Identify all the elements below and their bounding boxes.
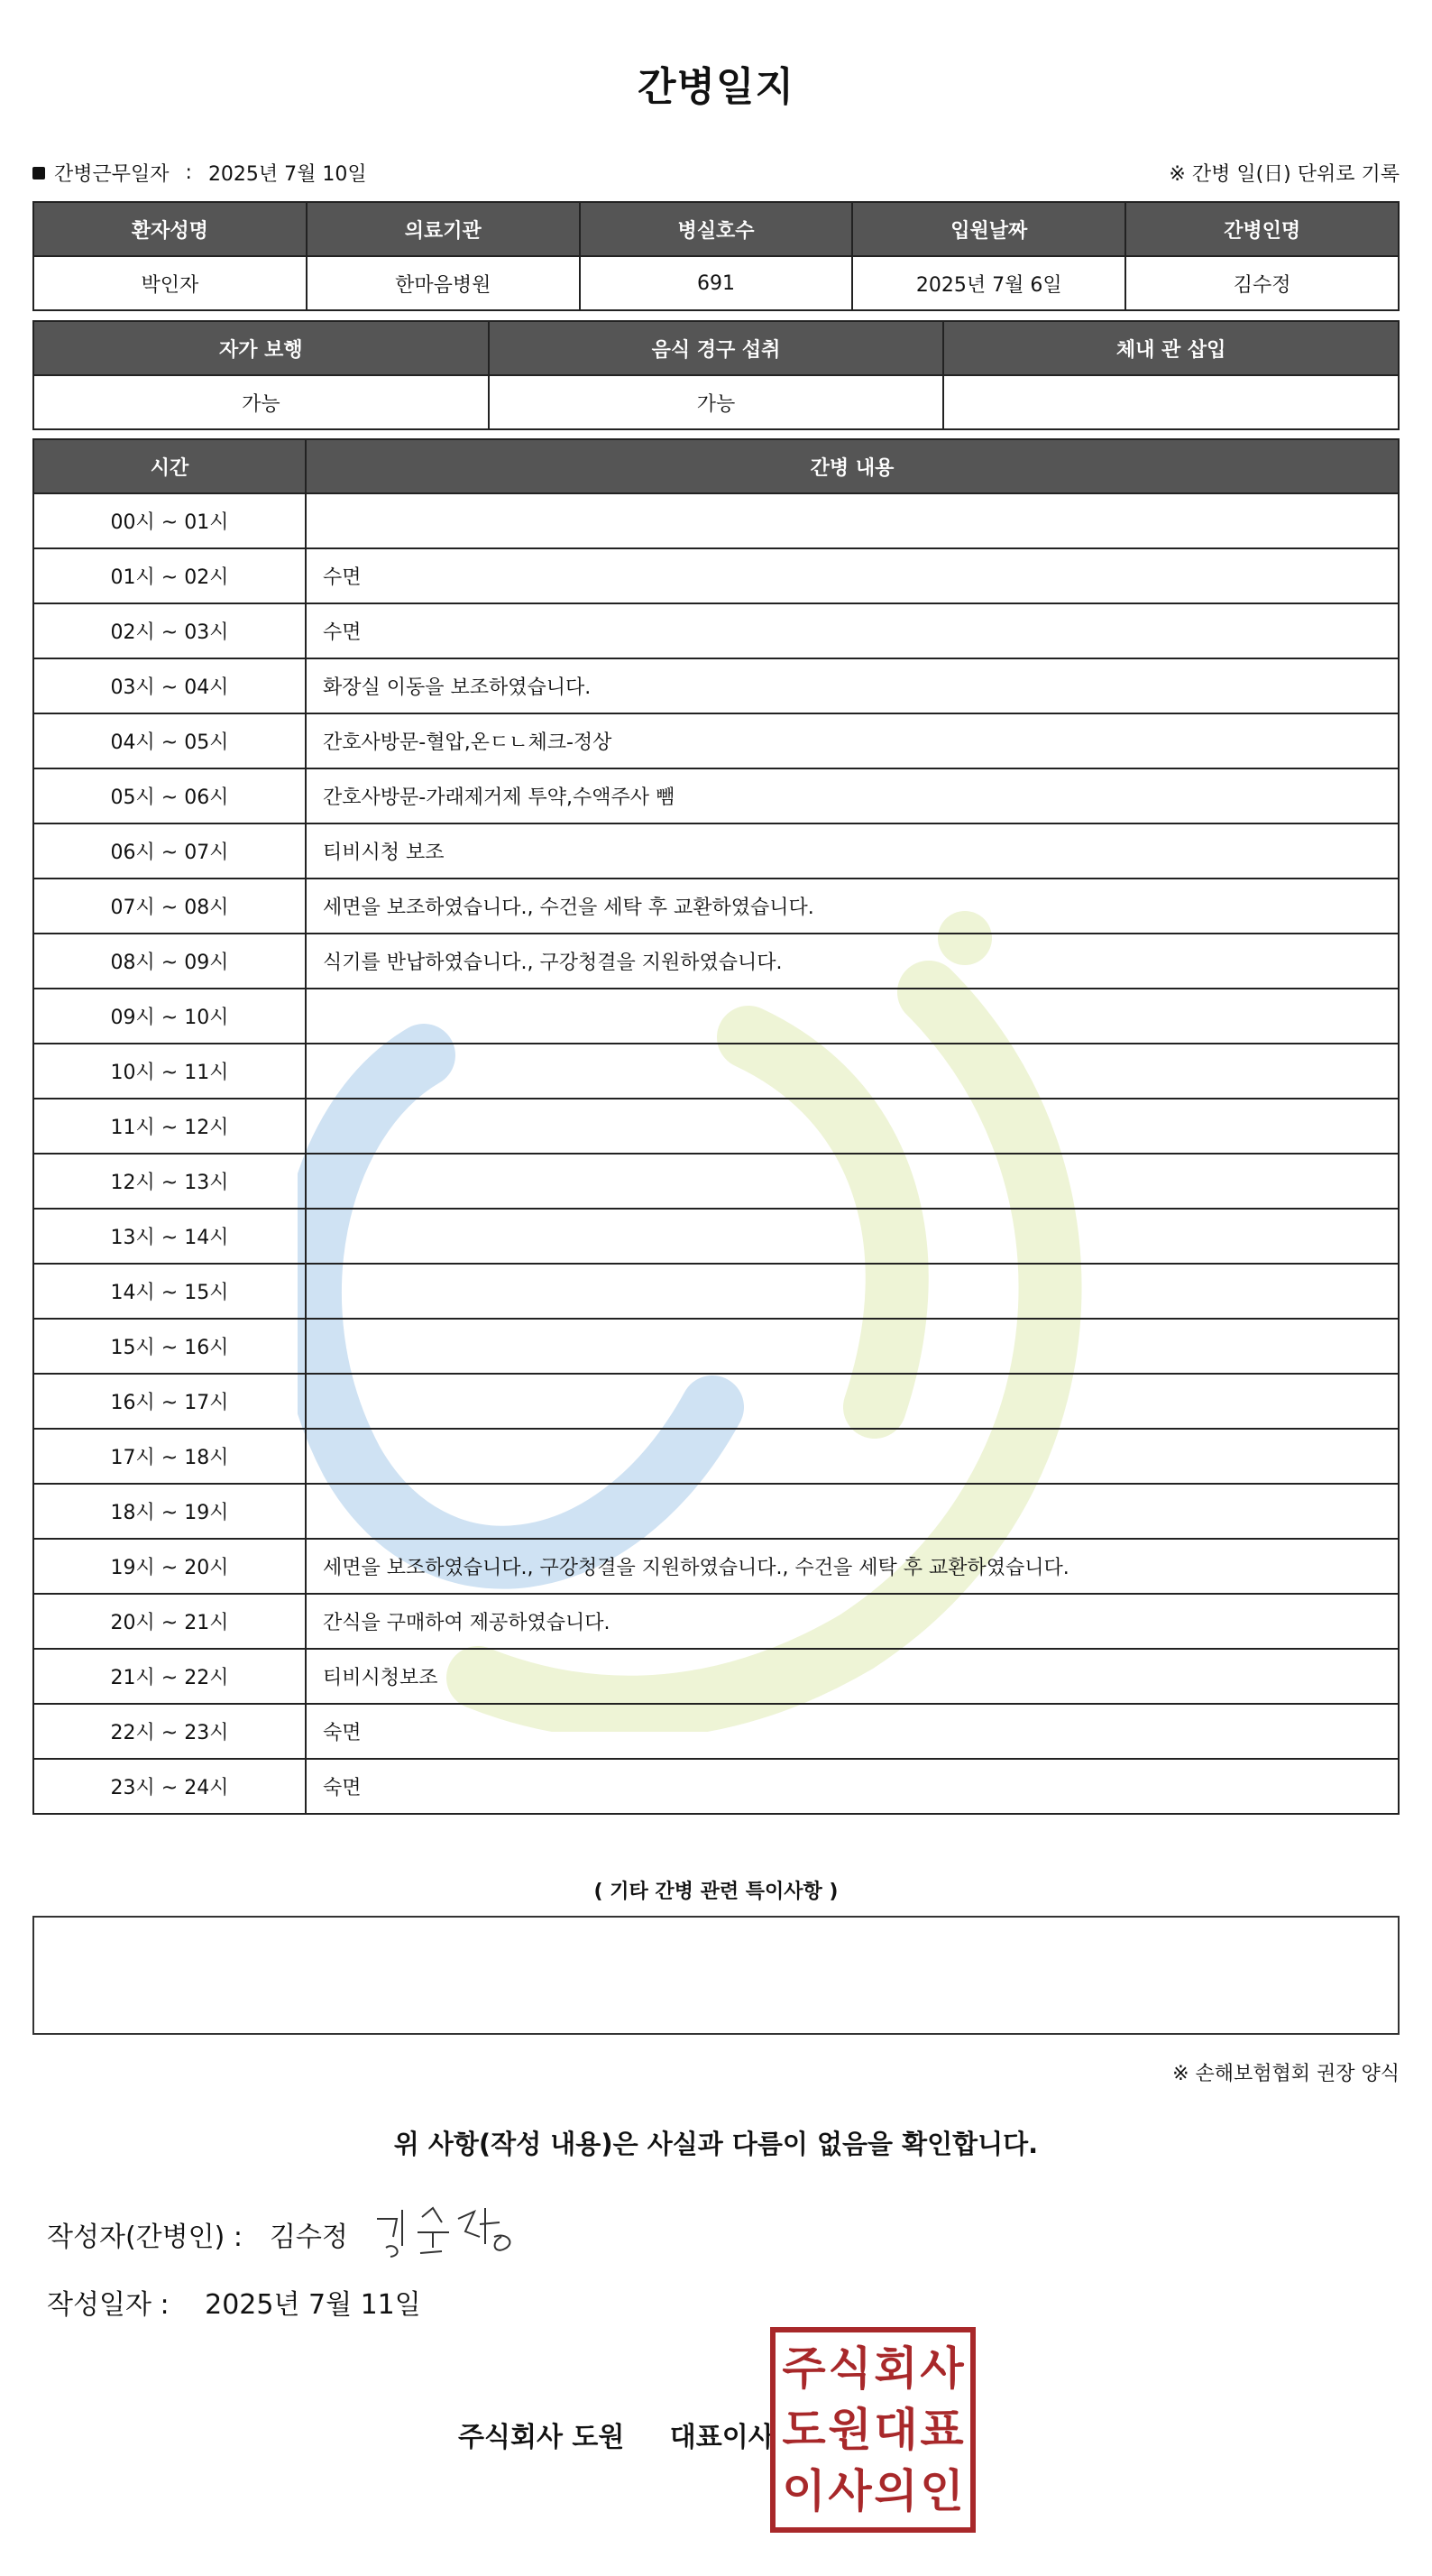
log-row xyxy=(33,1099,1399,1154)
header-care-content: 간병 내용 xyxy=(306,439,1399,493)
log-content: 티비시청 보조 xyxy=(306,823,1399,879)
log-content: 간호사방문-혈압,온ㄷㄴ체크-정상 xyxy=(306,713,1399,768)
log-content: 수면 xyxy=(306,603,1399,658)
seal-char: 사 xyxy=(920,2342,964,2395)
log-row xyxy=(33,1209,1399,1264)
log-time: 23시 ~ 24시 xyxy=(33,1759,306,1814)
log-time: 17시 ~ 18시 xyxy=(33,1429,306,1484)
log-time: 07시 ~ 08시 xyxy=(33,879,306,934)
caregiver-name: 김수정 xyxy=(1125,256,1399,310)
log-content: 수면 xyxy=(306,548,1399,603)
confirmation-statement: 위 사항(작성 내용)은 사실과 다름이 없음을 확인합니다. xyxy=(393,2129,1039,2159)
log-row xyxy=(33,1649,1399,1704)
log-content: 숙면 xyxy=(306,1704,1399,1759)
header-hospital: 의료기관 xyxy=(307,202,580,256)
tube-insertion-value xyxy=(943,375,1399,429)
log-row xyxy=(33,989,1399,1044)
seal-char: 원 xyxy=(828,2404,872,2456)
log-content xyxy=(306,1264,1399,1319)
remarks-box xyxy=(32,1916,1400,2035)
work-date-separator: : xyxy=(185,161,192,184)
log-header-row xyxy=(33,439,1399,493)
log-time: 20시 ~ 21시 xyxy=(33,1594,306,1649)
log-row xyxy=(33,879,1399,934)
log-time: 12시 ~ 13시 xyxy=(33,1154,306,1209)
patient-status-table xyxy=(32,320,1400,430)
record-note: ※ 간병 일(日) 단위로 기록 xyxy=(1169,163,1400,186)
log-body xyxy=(33,493,1399,1814)
patient-name: 박인자 xyxy=(33,256,307,310)
log-row xyxy=(33,1759,1399,1814)
log-content: 티비시청보조 xyxy=(306,1649,1399,1704)
recommendation-note: ※ 손해보험협회 권장 양식 xyxy=(1172,2063,1400,2085)
status-header-row xyxy=(33,321,1399,375)
company-line xyxy=(458,2415,775,2454)
writer-label: 작성자(간병인) : xyxy=(47,2222,243,2253)
ceo-title: 대표이사 xyxy=(669,2422,775,2453)
info-header-row xyxy=(33,202,1399,256)
log-row xyxy=(33,1044,1399,1099)
hospital-name: 한마음병원 xyxy=(307,256,580,310)
seal-char: 주 xyxy=(782,2342,826,2395)
log-time: 03시 ~ 04시 xyxy=(33,658,306,713)
seal-char: 이 xyxy=(782,2465,826,2517)
log-row xyxy=(33,1594,1399,1649)
log-time: 22시 ~ 23시 xyxy=(33,1704,306,1759)
log-content xyxy=(306,1209,1399,1264)
care-log-table xyxy=(32,438,1400,1815)
header-patient-name: 환자성명 xyxy=(33,202,307,256)
seal-char: 사 xyxy=(828,2465,872,2517)
log-time: 19시 ~ 20시 xyxy=(33,1539,306,1594)
seal-char: 회 xyxy=(874,2342,918,2395)
log-time: 16시 ~ 17시 xyxy=(33,1374,306,1429)
log-time: 04시 ~ 05시 xyxy=(33,713,306,768)
work-date-value: 2025년 7월 10일 xyxy=(207,163,367,186)
log-time: 18시 ~ 19시 xyxy=(33,1484,306,1539)
log-content xyxy=(306,1374,1399,1429)
patient-info-table xyxy=(32,201,1400,311)
status-value-row xyxy=(33,375,1399,429)
log-row xyxy=(33,768,1399,823)
log-content: 세면을 보조하였습니다., 수건을 세탁 후 교환하였습니다. xyxy=(306,879,1399,934)
seal-char: 도 xyxy=(782,2404,826,2456)
log-time: 02시 ~ 03시 xyxy=(33,603,306,658)
meta-row xyxy=(32,159,1400,186)
log-time: 06시 ~ 07시 xyxy=(33,823,306,879)
log-content xyxy=(306,989,1399,1044)
seal-char: 표 xyxy=(920,2404,964,2456)
company-name: 주식회사 도원 xyxy=(458,2422,625,2453)
page-title: 간병일지 xyxy=(637,64,794,110)
company-seal-stamp xyxy=(770,2327,976,2533)
log-content: 간식을 구매하여 제공하였습니다. xyxy=(306,1594,1399,1649)
log-time: 13시 ~ 14시 xyxy=(33,1209,306,1264)
log-row xyxy=(33,934,1399,989)
log-content xyxy=(306,1099,1399,1154)
log-row xyxy=(33,823,1399,879)
log-content xyxy=(306,1484,1399,1539)
log-content: 간호사방문-가래제거제 투약,수액주사 뺌 xyxy=(306,768,1399,823)
log-content: 숙면 xyxy=(306,1759,1399,1814)
writer-line xyxy=(47,2214,348,2254)
remarks-title: ( 기타 간병 관련 특이사항 ) xyxy=(593,1881,839,1903)
header-admission-date: 입원날짜 xyxy=(852,202,1125,256)
log-time: 11시 ~ 12시 xyxy=(33,1099,306,1154)
log-row xyxy=(33,1374,1399,1429)
work-date xyxy=(32,159,367,187)
log-row xyxy=(33,1154,1399,1209)
work-date-label: 간병근무일자 xyxy=(54,163,170,186)
written-date-label: 작성일자 : xyxy=(47,2289,170,2321)
admission-date: 2025년 7월 6일 xyxy=(852,256,1125,310)
log-row xyxy=(33,1539,1399,1594)
header-self-walking: 자가 보행 xyxy=(33,321,489,375)
log-time: 10시 ~ 11시 xyxy=(33,1044,306,1099)
log-time: 05시 ~ 06시 xyxy=(33,768,306,823)
log-content xyxy=(306,1319,1399,1374)
log-content xyxy=(306,1044,1399,1099)
log-content: 화장실 이동을 보조하였습니다. xyxy=(306,658,1399,713)
self-walking-value: 가능 xyxy=(33,375,489,429)
written-date-value: 2025년 7월 11일 xyxy=(205,2289,421,2321)
log-row xyxy=(33,1484,1399,1539)
log-content xyxy=(306,493,1399,548)
square-bullet-icon xyxy=(32,167,45,179)
info-value-row xyxy=(33,256,1399,310)
log-row xyxy=(33,548,1399,603)
seal-char: 의 xyxy=(874,2465,918,2517)
header-tube-insertion: 체내 관 삽입 xyxy=(943,321,1399,375)
log-row xyxy=(33,658,1399,713)
seal-char: 식 xyxy=(828,2342,872,2395)
oral-intake-value: 가능 xyxy=(489,375,944,429)
header-caregiver-name: 간병인명 xyxy=(1125,202,1399,256)
written-date-line xyxy=(47,2282,421,2322)
log-time: 14시 ~ 15시 xyxy=(33,1264,306,1319)
log-content: 식기를 반납하였습니다., 구강청결을 지원하였습니다. xyxy=(306,934,1399,989)
log-time: 01시 ~ 02시 xyxy=(33,548,306,603)
handwritten-signature xyxy=(368,2192,530,2264)
room-number: 691 xyxy=(580,256,853,310)
log-row xyxy=(33,713,1399,768)
header-room: 병실호수 xyxy=(580,202,853,256)
log-content xyxy=(306,1154,1399,1209)
log-time: 09시 ~ 10시 xyxy=(33,989,306,1044)
log-time: 08시 ~ 09시 xyxy=(33,934,306,989)
header-time: 시간 xyxy=(33,439,306,493)
log-row xyxy=(33,1264,1399,1319)
log-row xyxy=(33,1319,1399,1374)
log-content: 세면을 보조하였습니다., 구강청결을 지원하였습니다., 수건을 세탁 후 교환하였습니다. xyxy=(306,1539,1399,1594)
log-time: 21시 ~ 22시 xyxy=(33,1649,306,1704)
log-time: 00시 ~ 01시 xyxy=(33,493,306,548)
log-row xyxy=(33,1704,1399,1759)
seal-char: 대 xyxy=(874,2404,918,2456)
seal-char: 인 xyxy=(920,2465,964,2517)
log-row xyxy=(33,493,1399,548)
log-row xyxy=(33,1429,1399,1484)
header-oral-intake: 음식 경구 섭취 xyxy=(489,321,944,375)
log-row xyxy=(33,603,1399,658)
log-content xyxy=(306,1429,1399,1484)
writer-name: 김수정 xyxy=(269,2222,348,2253)
log-time: 15시 ~ 16시 xyxy=(33,1319,306,1374)
